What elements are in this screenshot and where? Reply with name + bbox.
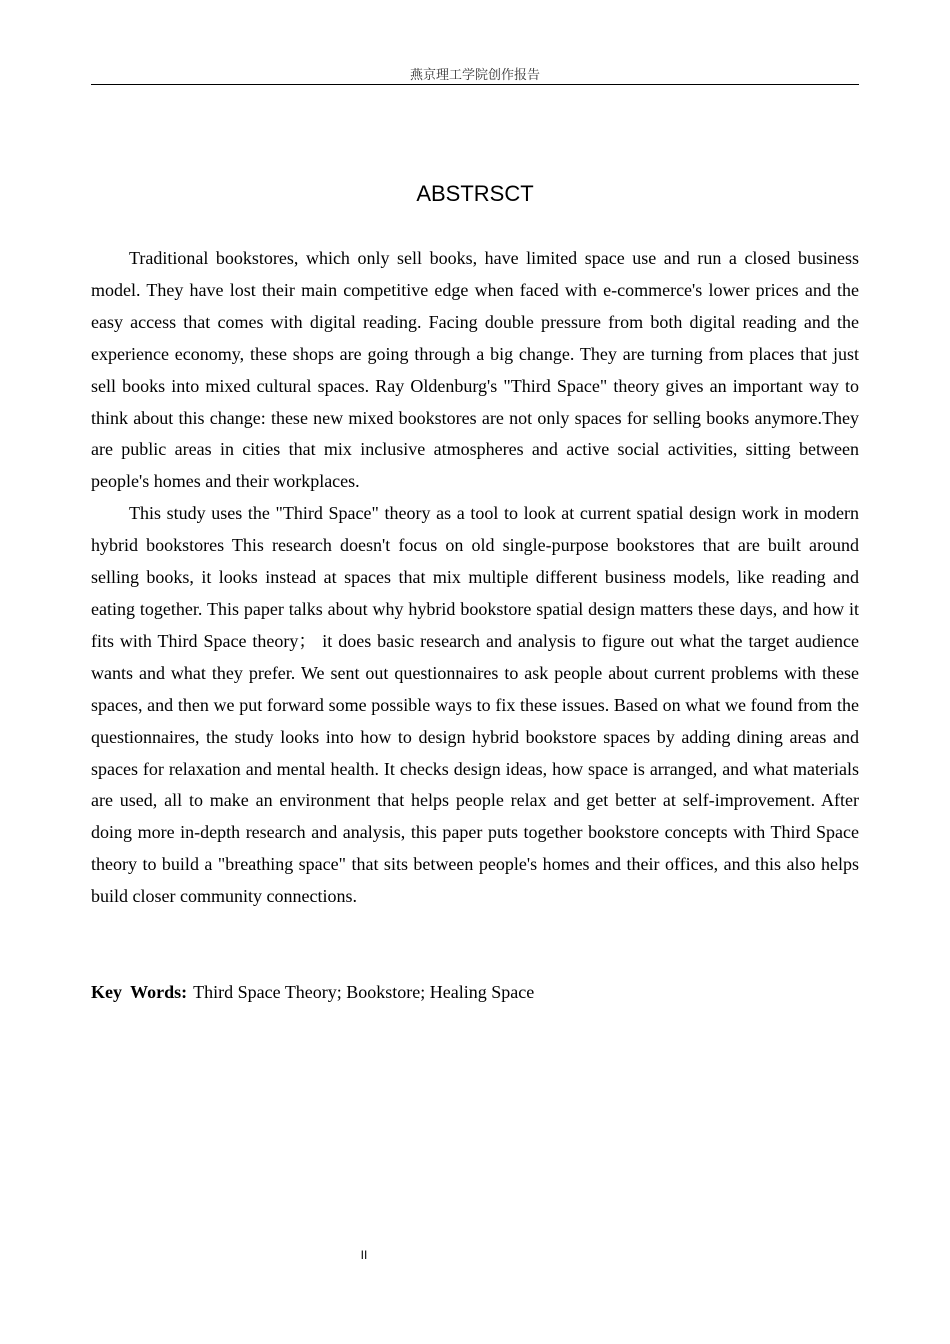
- abstract-body: [91, 243, 859, 913]
- page-header: [91, 67, 859, 85]
- keywords-line: [91, 977, 859, 1009]
- keywords-label: Key Words:: [91, 982, 188, 1002]
- abstract-paragraph-2: This study uses the "Third Space" theory as a tool to look at current spatial design work in modern hybrid bookstores This research doesn't focus on old single-purpose bookstores that are built around selling books, it looks instead at spaces that mix multiple different business models, like reading and eating together. This paper talks about why hybrid bookstore spatial design matters these days, and how it fits with Third Space theory； it does basic research and analysis to figure out what the target audience wants and what they prefer. We sent out questionnaires to ask people about current problems with these spaces, and then we put forward some possible ways to fix these issues. Based on what we found from the questionnaires, the study looks into how to design hybrid bookstore spaces by adding dining areas and spaces for relaxation and mental health. It checks design ideas, how space is arranged, and what materials are used, all to make an environment that helps people relax and get better at self-improvement. After doing more in-depth research and analysis, this paper puts together bookstore concepts with Third Space theory to build a "breathing space" that sits between people's homes and their offices, and this also helps build closer community connections.: [91, 503, 859, 907]
- keywords-value: Third Space Theory; Bookstore; Healing Space: [193, 982, 535, 1002]
- header-text: 燕京理工学院创作报告: [409, 68, 540, 83]
- abstract-title: ABSTRSCT: [416, 181, 534, 206]
- page-number: II: [360, 1248, 368, 1262]
- abstract-paragraph-1: Traditional bookstores, which only sell books, have limited space use and run a closed business model. They have lost their main competitive edge when faced with e-commerce's lower prices and the easy access that comes with digital reading. Facing double pressure from both digital reading and the experience economy, these shops are going through a big change. They are turning from places that just sell books into mixed cultural spaces. Ray Oldenburg's "Third Space" theory gives an important way to think about this change: these new mixed bookstores are not only spaces for selling books anymore.They are public areas in cities that mix inclusive atmospheres and active social activities, sitting between people's homes and their workplaces.: [91, 248, 859, 492]
